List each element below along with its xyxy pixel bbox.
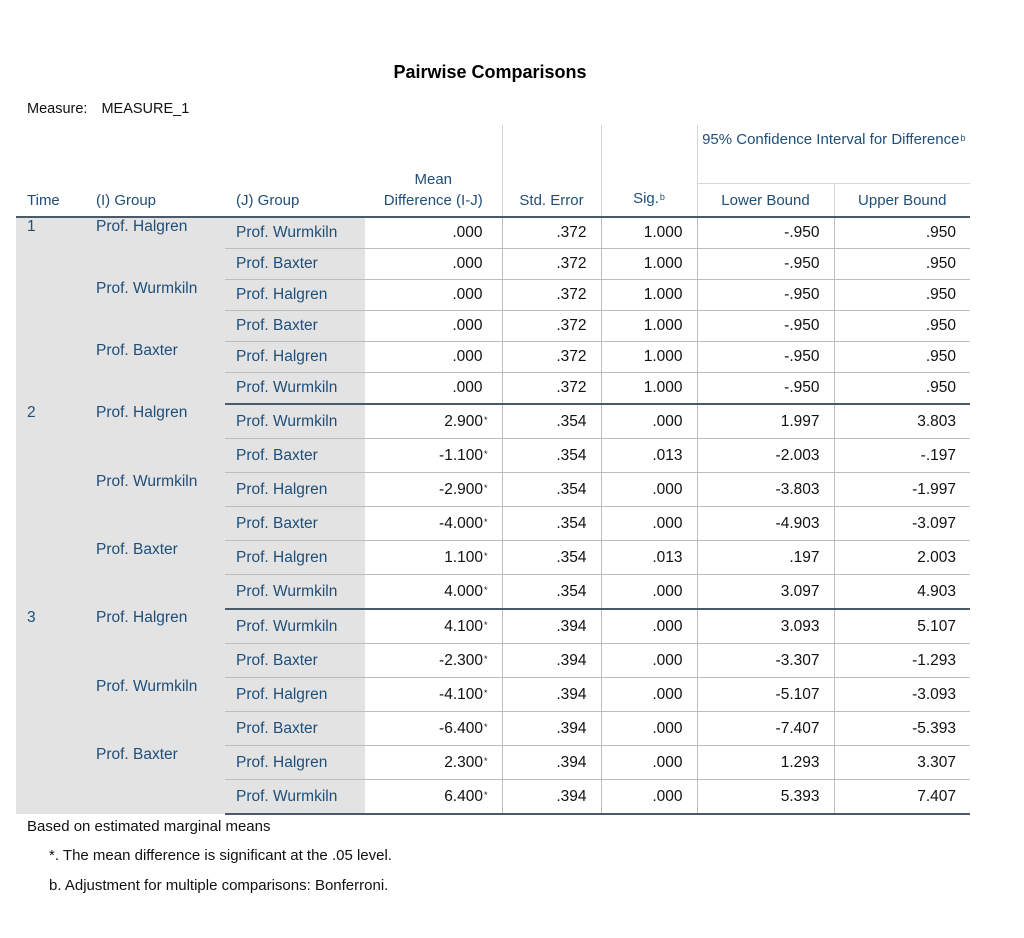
mean-difference-value: .000 bbox=[452, 348, 483, 365]
upper-bound-cell: 3.803 bbox=[834, 404, 970, 439]
table-row bbox=[16, 609, 970, 644]
mean-difference-cell bbox=[365, 373, 502, 405]
j-group-label: Prof. Halgren bbox=[225, 541, 365, 575]
sig-cell: .000 bbox=[601, 473, 697, 507]
mean-difference-value: -4.000 bbox=[439, 514, 483, 532]
lower-bound-cell: -4.903 bbox=[697, 507, 834, 541]
upper-bound-cell: .950 bbox=[834, 280, 970, 311]
std-error-cell: .372 bbox=[502, 280, 601, 311]
table-row bbox=[16, 280, 970, 311]
time-label: 3 bbox=[16, 609, 85, 814]
lower-bound-cell: -.950 bbox=[697, 373, 834, 405]
std-error-cell: .372 bbox=[502, 342, 601, 373]
std-error-cell: .354 bbox=[502, 473, 601, 507]
lower-bound-cell: 3.097 bbox=[697, 575, 834, 610]
std-error-cell: .354 bbox=[502, 507, 601, 541]
i-group-label: Prof. Halgren bbox=[85, 217, 225, 280]
lower-bound-cell: -.950 bbox=[697, 249, 834, 280]
upper-bound-cell: .950 bbox=[834, 342, 970, 373]
header-upper-bound: Upper Bound bbox=[834, 184, 970, 218]
j-group-label: Prof. Halgren bbox=[225, 342, 365, 373]
header-sig bbox=[601, 125, 697, 217]
i-group-label: Prof. Baxter bbox=[85, 342, 225, 405]
time-label: 2 bbox=[16, 404, 85, 609]
header-mean-difference: Mean Difference (I-J) bbox=[365, 125, 502, 217]
header-ci-label: 95% Confidence Interval for Difference bbox=[702, 131, 960, 148]
lower-bound-cell: 5.393 bbox=[697, 780, 834, 815]
mean-difference-cell bbox=[365, 439, 502, 473]
sig-cell: .000 bbox=[601, 507, 697, 541]
significance-marker: * bbox=[483, 414, 488, 425]
mean-difference-cell bbox=[365, 575, 502, 610]
table-row bbox=[16, 473, 970, 507]
header-time: Time bbox=[16, 125, 85, 217]
footnote-based-on: Based on estimated marginal means bbox=[27, 818, 271, 835]
upper-bound-cell: .950 bbox=[834, 249, 970, 280]
sig-cell: .013 bbox=[601, 541, 697, 575]
upper-bound-cell: -.197 bbox=[834, 439, 970, 473]
header-i-group: (I) Group bbox=[85, 125, 225, 217]
j-group-label: Prof. Halgren bbox=[225, 678, 365, 712]
i-group-label: Prof. Halgren bbox=[85, 404, 225, 473]
measure-value: MEASURE_1 bbox=[101, 101, 190, 117]
upper-bound-cell: -5.393 bbox=[834, 712, 970, 746]
upper-bound-cell: .950 bbox=[834, 311, 970, 342]
lower-bound-cell: -5.107 bbox=[697, 678, 834, 712]
time-label: 1 bbox=[16, 217, 85, 404]
mean-difference-value: 4.000 bbox=[444, 582, 483, 600]
footnote-adjustment: b. Adjustment for multiple comparisons: Bonferroni. bbox=[49, 877, 389, 894]
mean-difference-value: -2.900 bbox=[439, 480, 483, 498]
significance-marker: * bbox=[483, 550, 488, 561]
mean-difference-cell bbox=[365, 404, 502, 439]
header-ci-footnote-marker: b bbox=[960, 133, 966, 143]
table-row bbox=[16, 217, 970, 249]
i-group-label: Prof. Baxter bbox=[85, 746, 225, 815]
significance-marker: * bbox=[483, 482, 488, 493]
sig-cell: .000 bbox=[601, 746, 697, 780]
i-group-label: Prof. Wurmkiln bbox=[85, 280, 225, 342]
significance-marker: * bbox=[483, 653, 488, 664]
lower-bound-cell: -2.003 bbox=[697, 439, 834, 473]
upper-bound-cell: -1.997 bbox=[834, 473, 970, 507]
lower-bound-cell: -3.307 bbox=[697, 644, 834, 678]
significance-marker: * bbox=[483, 619, 488, 630]
j-group-label: Prof. Baxter bbox=[225, 644, 365, 678]
mean-difference-value: .000 bbox=[452, 286, 483, 303]
upper-bound-cell: 3.307 bbox=[834, 746, 970, 780]
sig-cell: 1.000 bbox=[601, 373, 697, 405]
std-error-cell: .394 bbox=[502, 780, 601, 815]
table-row bbox=[16, 678, 970, 712]
j-group-label: Prof. Wurmkiln bbox=[225, 217, 365, 249]
std-error-cell: .394 bbox=[502, 609, 601, 644]
lower-bound-cell: -.950 bbox=[697, 217, 834, 249]
lower-bound-cell: -.950 bbox=[697, 342, 834, 373]
mean-difference-cell bbox=[365, 311, 502, 342]
mean-difference-cell bbox=[365, 473, 502, 507]
sig-cell: 1.000 bbox=[601, 311, 697, 342]
sig-cell: 1.000 bbox=[601, 342, 697, 373]
j-group-label: Prof. Halgren bbox=[225, 746, 365, 780]
mean-difference-cell bbox=[365, 507, 502, 541]
significance-marker: * bbox=[483, 755, 488, 766]
mean-difference-value: 2.300 bbox=[444, 753, 483, 771]
upper-bound-cell: 4.903 bbox=[834, 575, 970, 610]
header-std-error: Std. Error bbox=[502, 125, 601, 217]
significance-marker: * bbox=[483, 448, 488, 459]
std-error-cell: .372 bbox=[502, 217, 601, 249]
mean-difference-value: 4.100 bbox=[444, 617, 483, 635]
sig-cell: .000 bbox=[601, 575, 697, 610]
lower-bound-cell: 1.293 bbox=[697, 746, 834, 780]
significance-marker: * bbox=[483, 687, 488, 698]
i-group-label: Prof. Halgren bbox=[85, 609, 225, 678]
sig-cell: 1.000 bbox=[601, 217, 697, 249]
table-row bbox=[16, 342, 970, 373]
j-group-label: Prof. Halgren bbox=[225, 473, 365, 507]
lower-bound-cell: -7.407 bbox=[697, 712, 834, 746]
mean-difference-cell bbox=[365, 217, 502, 249]
std-error-cell: .372 bbox=[502, 249, 601, 280]
footnote-significance: *. The mean difference is significant at the .05 level. bbox=[49, 847, 392, 864]
sig-cell: .013 bbox=[601, 439, 697, 473]
std-error-cell: .394 bbox=[502, 746, 601, 780]
header-lower-bound: Lower Bound bbox=[697, 184, 834, 218]
mean-difference-cell bbox=[365, 746, 502, 780]
sig-cell: .000 bbox=[601, 644, 697, 678]
std-error-cell: .354 bbox=[502, 404, 601, 439]
mean-difference-value: -4.100 bbox=[439, 685, 483, 703]
mean-difference-cell bbox=[365, 342, 502, 373]
j-group-label: Prof. Wurmkiln bbox=[225, 373, 365, 405]
upper-bound-cell: -3.097 bbox=[834, 507, 970, 541]
mean-difference-value: .000 bbox=[452, 317, 483, 334]
mean-difference-cell bbox=[365, 780, 502, 815]
lower-bound-cell: .197 bbox=[697, 541, 834, 575]
lower-bound-cell: 1.997 bbox=[697, 404, 834, 439]
j-group-label: Prof. Baxter bbox=[225, 249, 365, 280]
j-group-label: Prof. Baxter bbox=[225, 311, 365, 342]
table-row bbox=[16, 404, 970, 439]
header-sig-footnote-marker: b bbox=[659, 192, 665, 202]
std-error-cell: .354 bbox=[502, 439, 601, 473]
table-row bbox=[16, 746, 970, 780]
std-error-cell: .354 bbox=[502, 575, 601, 610]
upper-bound-cell: .950 bbox=[834, 373, 970, 405]
std-error-cell: .394 bbox=[502, 712, 601, 746]
mean-difference-value: .000 bbox=[452, 255, 483, 272]
j-group-label: Prof. Wurmkiln bbox=[225, 609, 365, 644]
sig-cell: .000 bbox=[601, 780, 697, 815]
sig-cell: .000 bbox=[601, 609, 697, 644]
measure-line bbox=[27, 101, 189, 117]
table-title: Pairwise Comparisons bbox=[393, 62, 587, 82]
j-group-label: Prof. Wurmkiln bbox=[225, 575, 365, 610]
std-error-cell: .372 bbox=[502, 373, 601, 405]
mean-difference-cell bbox=[365, 541, 502, 575]
mean-difference-cell bbox=[365, 249, 502, 280]
sig-cell: 1.000 bbox=[601, 280, 697, 311]
mean-difference-value: 1.100 bbox=[444, 548, 483, 566]
j-group-label: Prof. Baxter bbox=[225, 439, 365, 473]
mean-difference-value: -1.100 bbox=[439, 446, 483, 464]
upper-bound-cell: -3.093 bbox=[834, 678, 970, 712]
significance-marker: * bbox=[483, 516, 488, 527]
i-group-label: Prof. Wurmkiln bbox=[85, 678, 225, 746]
pairwise-comparisons-table bbox=[16, 125, 970, 815]
i-group-label: Prof. Wurmkiln bbox=[85, 473, 225, 541]
std-error-cell: .354 bbox=[502, 541, 601, 575]
significance-marker: * bbox=[483, 789, 488, 800]
mean-difference-cell bbox=[365, 678, 502, 712]
table-row bbox=[16, 541, 970, 575]
header-confidence-interval bbox=[697, 125, 970, 184]
j-group-label: Prof. Wurmkiln bbox=[225, 780, 365, 815]
upper-bound-cell: -1.293 bbox=[834, 644, 970, 678]
mean-difference-cell bbox=[365, 644, 502, 678]
mean-difference-value: -2.300 bbox=[439, 651, 483, 669]
header-sig-label: Sig. bbox=[633, 190, 659, 207]
mean-difference-cell bbox=[365, 609, 502, 644]
j-group-label: Prof. Baxter bbox=[225, 507, 365, 541]
measure-label: Measure: bbox=[27, 101, 88, 117]
mean-difference-cell bbox=[365, 712, 502, 746]
sig-cell: .000 bbox=[601, 678, 697, 712]
mean-difference-value: 2.900 bbox=[444, 412, 483, 430]
significance-marker: * bbox=[483, 584, 488, 595]
mean-difference-value: .000 bbox=[452, 224, 483, 241]
upper-bound-cell: 7.407 bbox=[834, 780, 970, 815]
sig-cell: .000 bbox=[601, 404, 697, 439]
significance-marker: * bbox=[483, 721, 488, 732]
sig-cell: 1.000 bbox=[601, 249, 697, 280]
i-group-label: Prof. Baxter bbox=[85, 541, 225, 610]
mean-difference-cell bbox=[365, 280, 502, 311]
lower-bound-cell: -.950 bbox=[697, 311, 834, 342]
lower-bound-cell: -.950 bbox=[697, 280, 834, 311]
sig-cell: .000 bbox=[601, 712, 697, 746]
j-group-label: Prof. Baxter bbox=[225, 712, 365, 746]
mean-difference-value: 6.400 bbox=[444, 787, 483, 805]
lower-bound-cell: -3.803 bbox=[697, 473, 834, 507]
std-error-cell: .394 bbox=[502, 644, 601, 678]
mean-difference-value: .000 bbox=[452, 379, 483, 396]
lower-bound-cell: 3.093 bbox=[697, 609, 834, 644]
std-error-cell: .394 bbox=[502, 678, 601, 712]
upper-bound-cell: 2.003 bbox=[834, 541, 970, 575]
j-group-label: Prof. Wurmkiln bbox=[225, 404, 365, 439]
mean-difference-value: -6.400 bbox=[439, 719, 483, 737]
upper-bound-cell: 5.107 bbox=[834, 609, 970, 644]
j-group-label: Prof. Halgren bbox=[225, 280, 365, 311]
std-error-cell: .372 bbox=[502, 311, 601, 342]
header-j-group: (J) Group bbox=[225, 125, 365, 217]
upper-bound-cell: .950 bbox=[834, 217, 970, 249]
